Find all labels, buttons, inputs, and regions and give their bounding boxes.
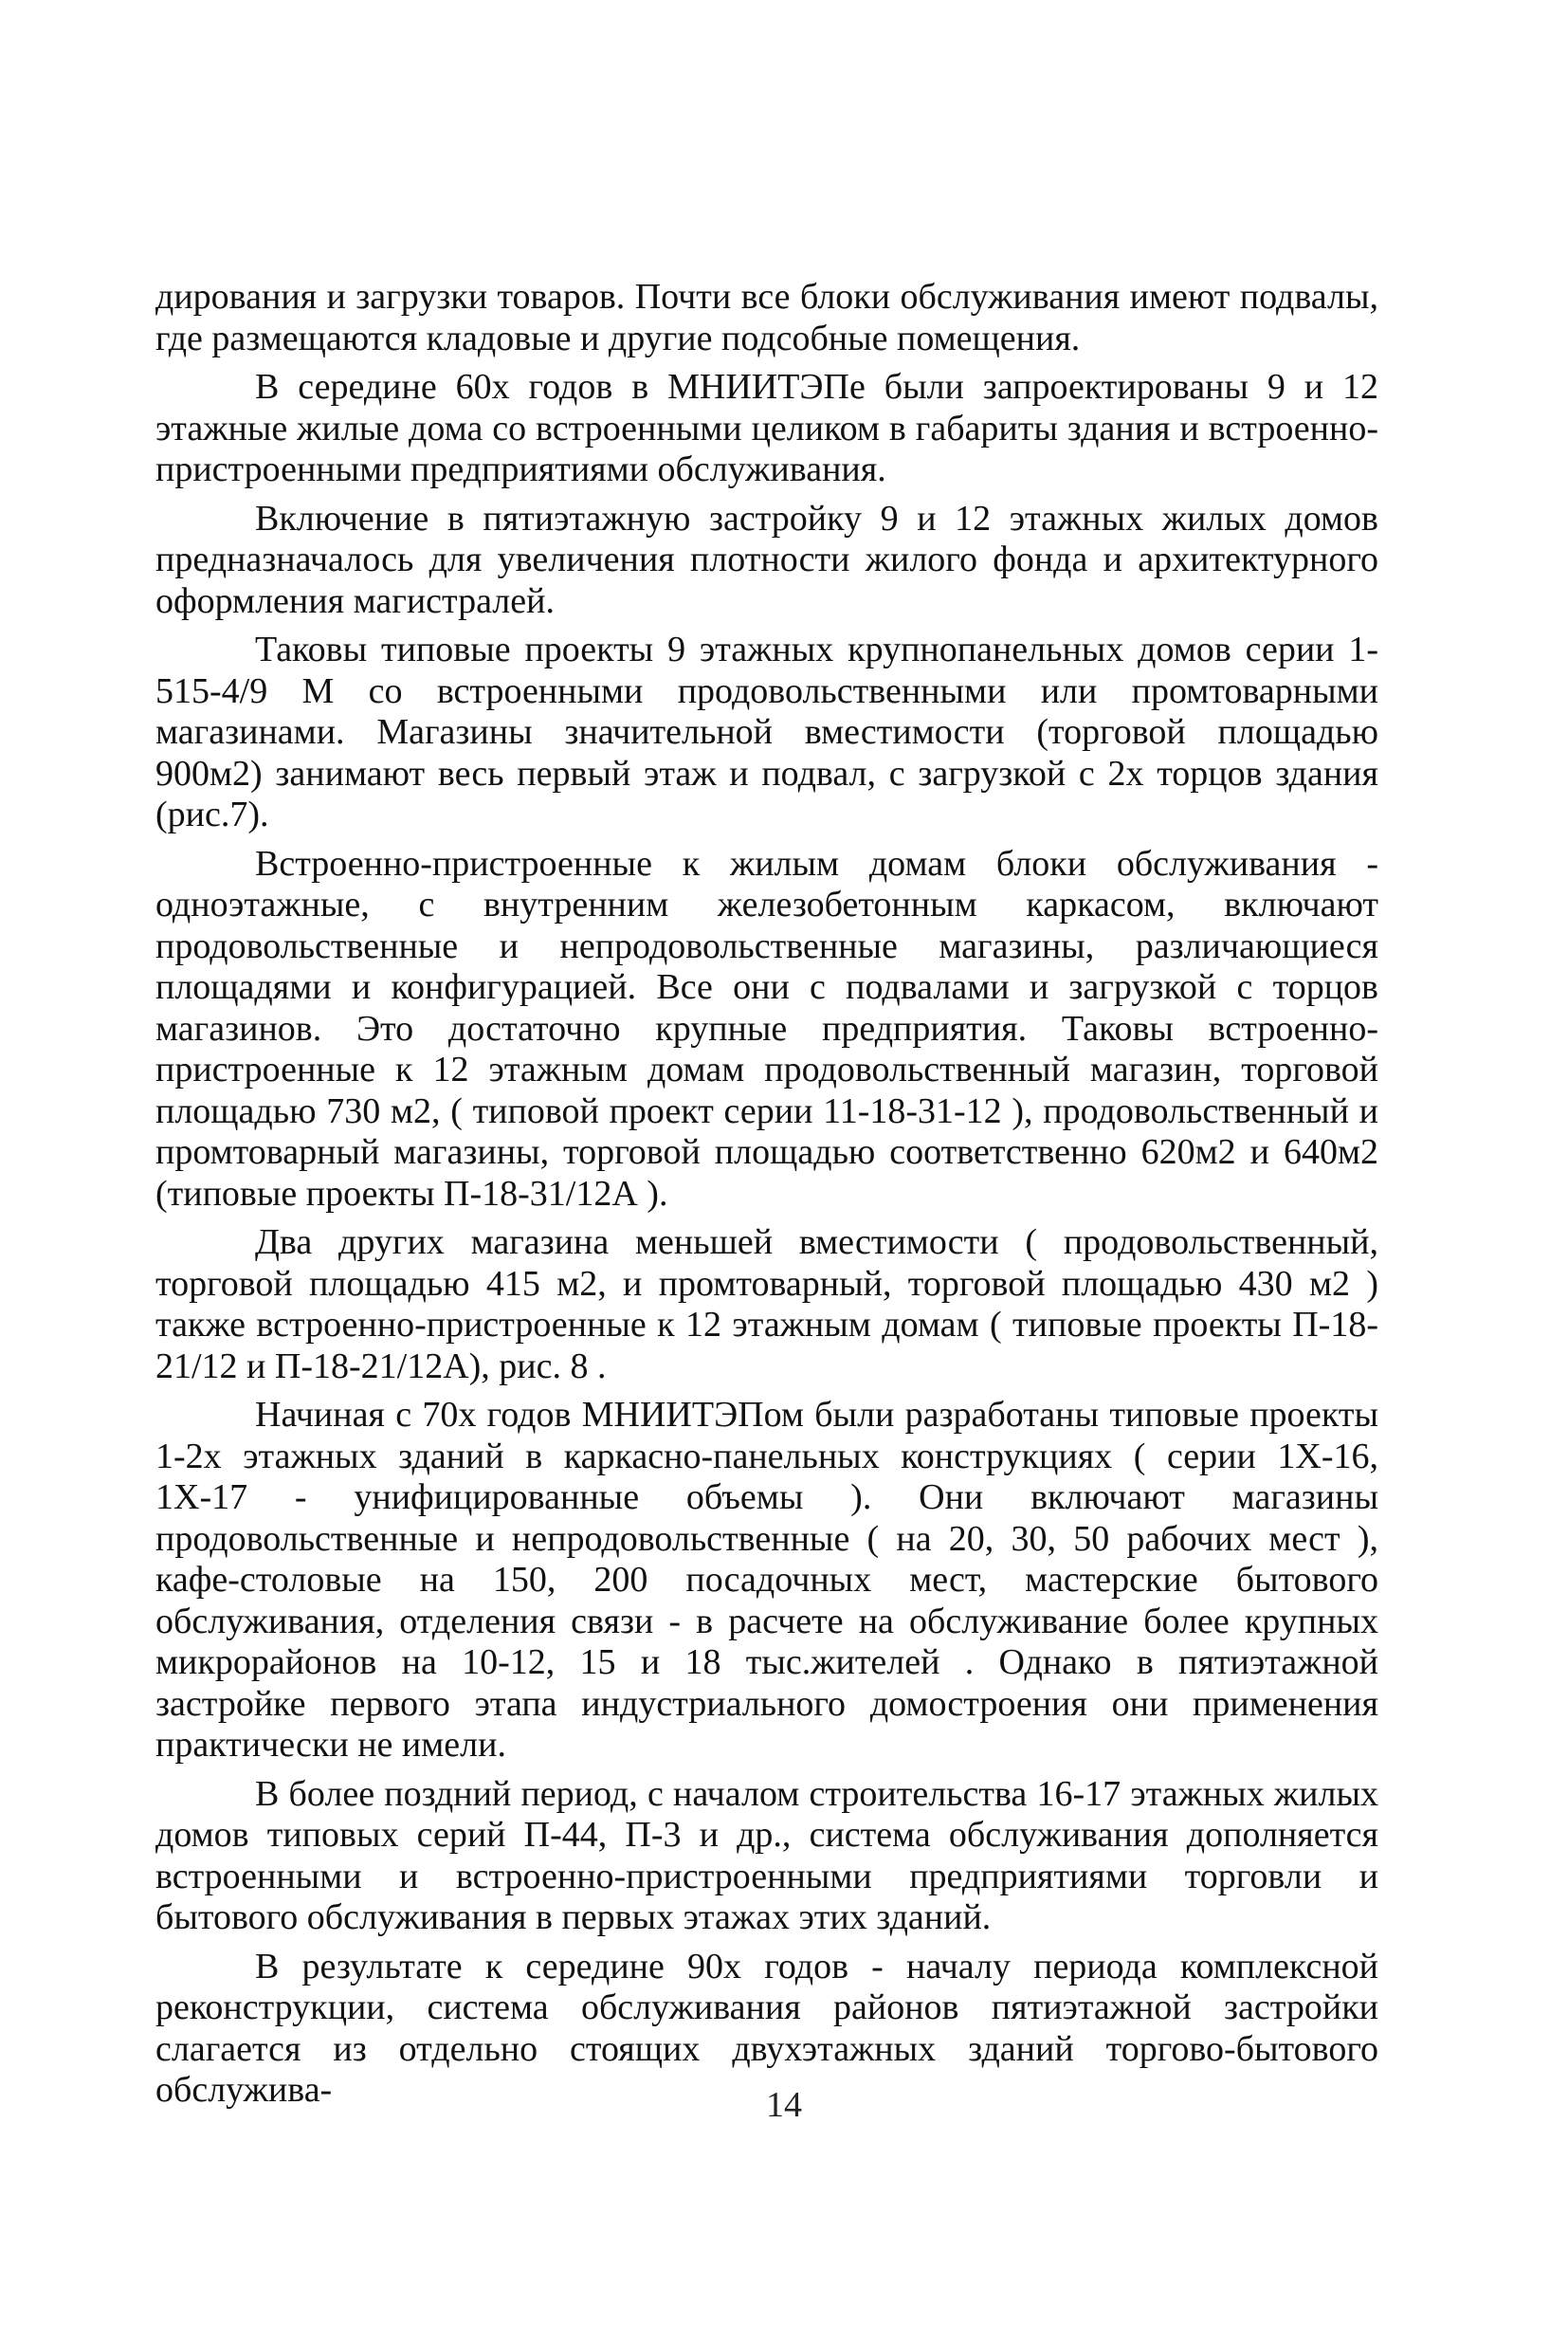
paragraph-4: Таковы типовые проекты 9 этажных крупнопанельных домов серии 1-515-4/9 М со встроенными продовольственными или промтоварными магазинами. Магазины значительной вместимости (торговой площадью 900м2) занимают весь первый этаж и подвал, с загрузкой с 2х торцов здания (рис.7). [155,630,1378,834]
text-column [155,277,1378,2119]
paragraph-7: Начиная с 70х годов МНИИТЭПом были разработаны типовые проекты 1-2х этажных зданий в каркасно-панельных конструкциях ( серии 1Х-16, 1Х-17 - унифицированные объемы ). Они включают магазины продовольственные и непродовольственные ( на 20, 30, 50 рабочих мест ), кафе-столовые на 150, 200 посадочных мест, мастерские бытового обслуживания, отделения связи - в расчете на обслуживание более крупных микрорайонов на 10-12, 15 и 18 тыс.жителей . Однако в пятиэтажной застройке первого этапа индустриального домостроения они применения практически не имели. [155,1395,1378,1765]
paragraph-2: В середине 60х годов в МНИИТЭПе были запроектированы 9 и 12 этажные жилые дома со встроенными целиком в габариты здания и встроенно-пристроенными предприятиями обслуживания. [155,367,1378,489]
paragraph-6: Два других магазина меньшей вместимости ( продовольственный, торговой площадью 415 м2, и промтоварный, торговой площадью 430 м2 ) также встроенно-пристроенные к 12 этажным домам ( типовые проекты П-18-21/12 и П-18-21/12А), рис. 8 . [155,1222,1378,1386]
paragraph-8: В более поздний период, с началом строительства 16-17 этажных жилых домов типовых серий П-44, П-3 и др., система обслуживания дополняется встроенными и встроенно-пристроенными предприятиями торговли и бытового обслуживания в первых этажах этих зданий. [155,1773,1378,1937]
paragraph-5: Встроенно-пристроенные к жилым домам блоки обслуживания - одноэтажные, с внутренним железобетонным каркасом, включают продовольственные и непродовольственные магазины, различающиеся площадями и конфигурацией. Все они с подвалами и загрузкой с торцов магазинов. Это достаточно крупные предприятия. Таковы встроенно-пристроенные к 12 этажным домам продовольственный магазин, торговой площадью 730 м2, ( типовой проект серии 11-18-31-12 ), продовольственный и промтоварный магазины, торговой площадью соответственно 620м2 и 640м2 (типовые проекты П-18-31/12А ). [155,843,1378,1214]
paragraph-1: дирования и загрузки товаров. Почти все блоки обслуживания имеют подвалы, где размещаются кладовые и другие подсобные помещения. [155,277,1378,358]
paragraph-3: Включение в пятиэтажную застройку 9 и 12 этажных жилых домов предназначалось для увеличения плотности жилого фонда и архитектурного оформления магистралей. [155,498,1378,621]
page-number: 14 [766,2085,802,2125]
paragraph-9: В результате к середине 90х годов - началу периода комплексной реконструкции, система обслуживания районов пятиэтажной застройки слагается из отдельно стоящих двухэтажных зданий торгово-бытового обслужива- [155,1946,1378,2110]
